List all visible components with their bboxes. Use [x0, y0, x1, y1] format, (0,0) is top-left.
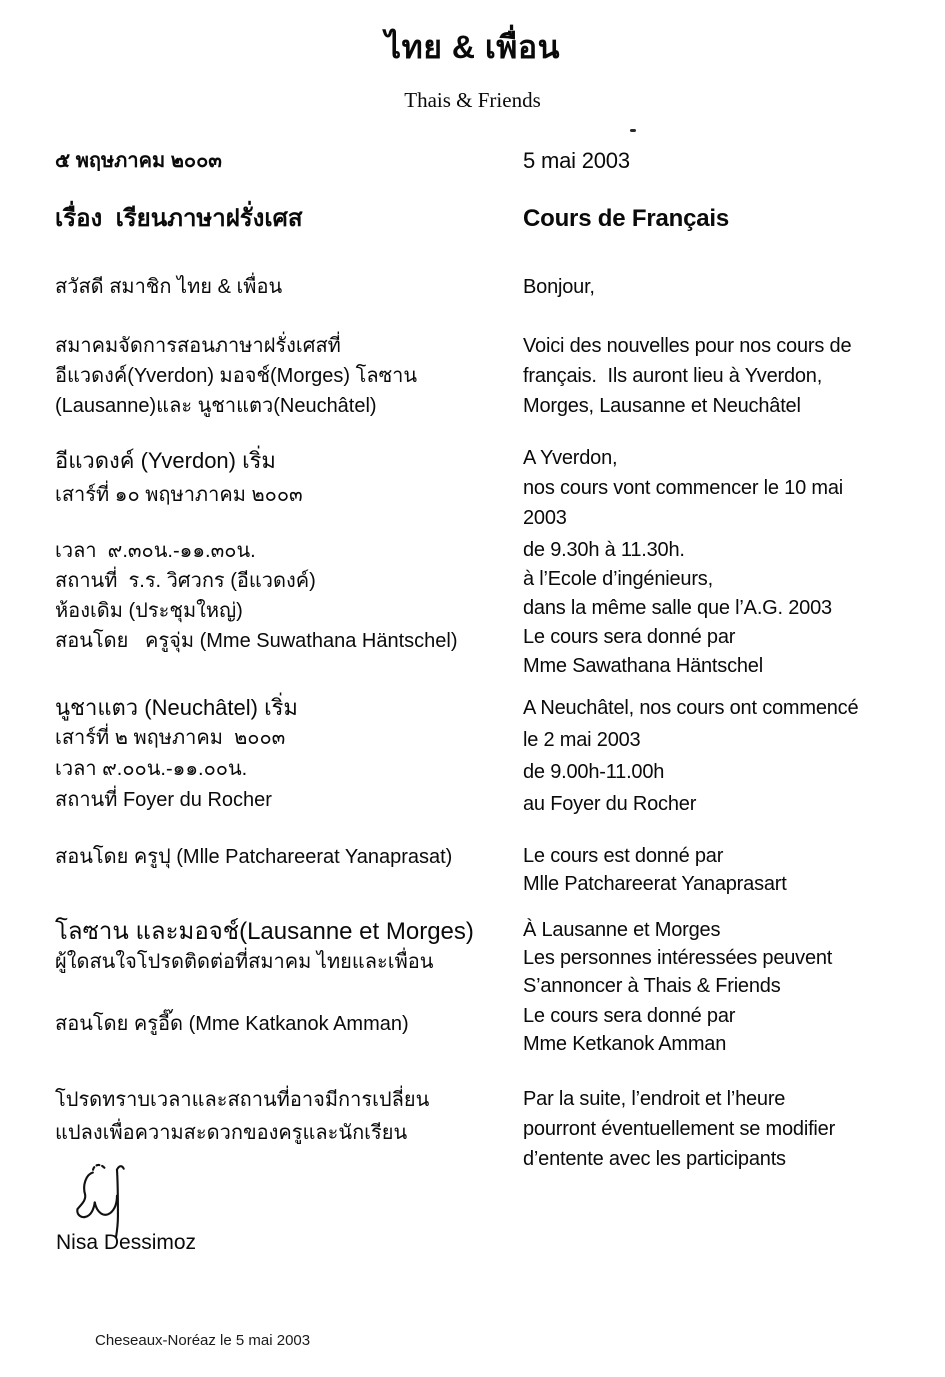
lausanne-french-column — [523, 916, 933, 1000]
intro-french-column — [523, 331, 933, 421]
date-french-column — [523, 146, 933, 176]
lausanne-teacher-french-column — [523, 1002, 933, 1058]
section-yverdon-details — [55, 536, 933, 681]
teacher-thai: สอนโดย ครูปุ (Mlle Patchareerat Yanaprasat) — [55, 846, 453, 868]
french-line: Mme Sawathana Häntschel — [523, 655, 763, 677]
neuchatel-thai-column — [55, 692, 523, 820]
french-line: Le cours est donné par — [523, 845, 724, 867]
yverdon-details-french-column — [523, 536, 933, 681]
french-line: Morges, Lausanne et Neuchâtel — [523, 395, 801, 417]
french-line: 2003 — [523, 507, 567, 529]
subject-french-column — [523, 204, 933, 234]
french-line: Voici des nouvelles pour nos cours de — [523, 335, 852, 357]
french-line: de 9.30h à 11.30h. — [523, 539, 685, 561]
section-lausanne — [55, 916, 933, 1000]
french-line: Les personnes intéressées peuvent — [523, 947, 833, 969]
greeting-french: Bonjour, — [523, 276, 595, 298]
french-line: français. Ils auront lieu à Yverdon, — [523, 365, 823, 387]
section-closing — [55, 1084, 933, 1174]
footer-place-date: Cheseaux-Noréaz le 5 mai 2003 — [95, 1332, 311, 1349]
thai-line: อีแวดงค์(Yverdon) มอจช์(Morges) โลซาน — [55, 365, 418, 387]
thai-line: เวลา ๙.๐๐น.-๑๑.๐๐น. — [55, 758, 248, 780]
thai-line: เวลา ๙.๓๐น.-๑๑.๓๐น. — [55, 540, 256, 562]
greeting-thai: สวัสดี สมาชิก ไทย & เพื่อน — [55, 276, 283, 298]
date-french: 5 mai 2003 — [523, 148, 630, 173]
lausanne-heading-thai: โลซาน และมอจช์(Lausanne et Morges) — [55, 918, 474, 945]
intro-thai-column — [55, 331, 523, 421]
signature-name: Nisa Dessimoz — [56, 1231, 197, 1254]
subject-french: Cours de Français — [523, 205, 730, 232]
section-lausanne-teacher — [55, 1002, 933, 1058]
lausanne-thai-column — [55, 916, 523, 1000]
document-title-latin: Thais & Friends — [404, 88, 541, 112]
french-line: à l’Ecole d’ingénieurs, — [523, 568, 713, 590]
section-yverdon-header — [55, 443, 933, 533]
french-line: nos cours vont commencer le 10 mai — [523, 477, 844, 499]
section-date — [55, 146, 933, 176]
neuchatel-french-column — [523, 692, 933, 820]
greeting-thai-column — [55, 272, 523, 302]
subject-thai-column — [55, 204, 523, 234]
subject-thai: เรื่อง เรียนภาษาฝรั่งเศส — [55, 205, 303, 232]
thai-line: แปลงเพื่อความสะดวกของครูและนักเรียน — [55, 1122, 408, 1144]
section-neuchatel-teacher — [55, 842, 933, 898]
french-line: au Foyer du Rocher — [523, 793, 697, 815]
french-line: S’annoncer à Thais & Friends — [523, 975, 781, 997]
yverdon-french-column — [523, 443, 933, 533]
french-line: pourront éventuellement se modifier — [523, 1118, 836, 1140]
neuchatel-teacher-thai-column — [55, 842, 523, 898]
document-title-thai: ไทย & เพื่อน — [385, 29, 560, 65]
teacher-thai: สอนโดย ครูอี๊ด (Mme Katkanok Amman) — [55, 1013, 409, 1035]
thai-line: ห้องเดิม (ประชุมใหญ่) — [55, 600, 243, 622]
yverdon-details-thai-column — [55, 536, 523, 681]
date-thai-column — [55, 146, 523, 176]
french-line: Mme Ketkanok Amman — [523, 1033, 727, 1055]
thai-line: ผู้ใดสนใจโปรดติดต่อที่สมาคม ไทยและเพื่อน — [55, 951, 434, 973]
french-line: le 2 mai 2003 — [523, 729, 641, 751]
french-line: Le cours sera donné par — [523, 1005, 736, 1027]
french-line: d’entente avec les participants — [523, 1148, 786, 1170]
handwritten-signature — [66, 1160, 166, 1242]
french-line: dans la même salle que l’A.G. 2003 — [523, 597, 832, 619]
section-neuchatel — [55, 692, 933, 820]
french-line: A Neuchâtel, nos cours ont commencé — [523, 697, 859, 719]
yverdon-thai-column — [55, 443, 523, 533]
yverdon-date-thai: เสาร์ที่ ๑๐ พฤษาภาคม ๒๐๐๓ — [55, 484, 303, 506]
thai-line: สอนโดย ครูจุ่ม (Mme Suwathana Häntschel) — [55, 630, 458, 652]
date-thai: ๕ พฤษภาคม ๒๐๐๓ — [55, 150, 222, 172]
french-line: A Yverdon, — [523, 447, 618, 469]
lausanne-teacher-thai-column — [55, 1002, 523, 1058]
closing-french-column — [523, 1084, 933, 1174]
yverdon-heading-thai: อีแวดงค์ (Yverdon) เริ่ม — [55, 448, 276, 473]
french-line: Le cours sera donné par — [523, 626, 736, 648]
french-line: Mlle Patchareerat Yanaprasart — [523, 873, 787, 895]
scan-artifact-dot — [630, 129, 636, 132]
thai-line: สมาคมจัดการสอนภาษาฝรั่งเศสที่ — [55, 335, 341, 357]
thai-line: สถานที่ Foyer du Rocher — [55, 789, 272, 811]
section-greeting — [55, 272, 933, 302]
thai-line: สถานที่ ร.ร. วิศวกร (อีแวดงค์) — [55, 570, 316, 592]
french-line: À Lausanne et Morges — [523, 919, 721, 941]
thai-line: โปรดทราบเวลาและสถานที่อาจมีการเปลี่ยน — [55, 1089, 430, 1111]
neuchatel-teacher-french-column — [523, 842, 933, 898]
section-subject — [55, 204, 933, 234]
thai-line: (Lausanne)และ นูชาแตว(Neuchâtel) — [55, 395, 377, 417]
greeting-french-column — [523, 272, 933, 302]
french-line: de 9.00h-11.00h — [523, 761, 665, 783]
neuchatel-heading-thai: นูชาแตว (Neuchâtel) เริ่ม — [55, 695, 298, 720]
french-line: Par la suite, l’endroit et l’heure — [523, 1088, 786, 1110]
thai-line: เสาร์ที่ ๒ พฤษภาคม ๒๐๐๓ — [55, 727, 286, 749]
section-intro — [55, 331, 933, 421]
